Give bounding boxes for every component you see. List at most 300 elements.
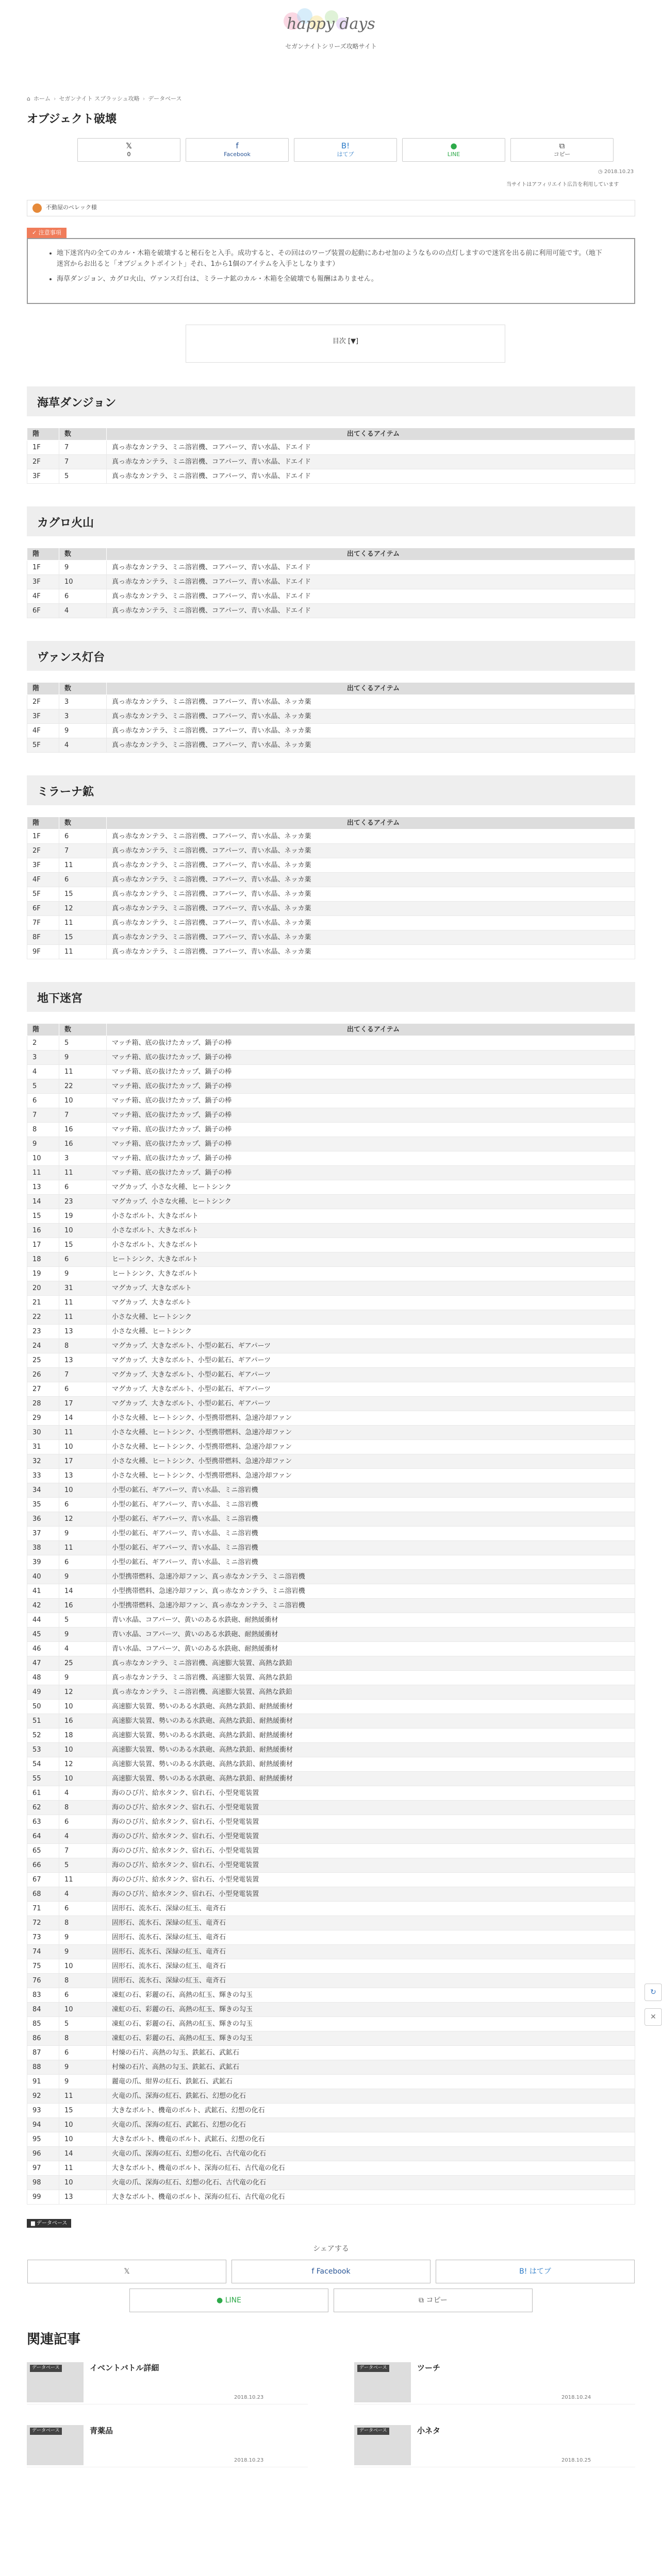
table-row [27, 873, 635, 887]
count-cell: 17 [59, 1454, 107, 1469]
items-cell: 小さな火種、ヒートシンク、小型携帯燃料、急速冷却ファン [107, 1426, 635, 1440]
hatena-icon: B! [341, 141, 350, 150]
related-item[interactable] [354, 2425, 635, 2467]
count-cell: 31 [59, 1281, 107, 1296]
count-cell: 9 [59, 1527, 107, 1541]
floor-cell: 48 [27, 1671, 59, 1685]
floor-cell: 8F [27, 930, 59, 945]
chevron-right-icon: › [53, 95, 56, 102]
items-cell: 固形石、流氷石、深緑の紅玉、竜斉石 [107, 1945, 635, 1959]
share-x-count: 0 [127, 150, 131, 158]
table-row [27, 1642, 635, 1656]
floor-cell: 31 [27, 1440, 59, 1454]
table-row [27, 1050, 635, 1065]
items-cell: 真っ赤なカンテラ、ミニ溶岩機、コアパーツ、青い水晶、ネッカ薬 [107, 858, 635, 873]
count-cell: 7 [59, 1844, 107, 1858]
items-cell: 小型の鉱石、ギアパーツ、青い水晶、ミニ溶岩機 [107, 1483, 635, 1498]
floor-cell: 44 [27, 1613, 59, 1628]
items-cell: ヒートシンク、大きなボルト [107, 1252, 635, 1267]
floor-cell: 17 [27, 1238, 59, 1252]
items-cell: マグカップ、大きなボルト、小型の鉱石、ギアパーツ [107, 1353, 635, 1368]
floor-cell: 22 [27, 1310, 59, 1325]
floor-cell: 2F [27, 844, 59, 858]
count-cell: 15 [59, 887, 107, 902]
related-item[interactable] [27, 2362, 308, 2404]
column-header-floor: 階 [27, 428, 59, 440]
count-cell: 6 [59, 1382, 107, 1397]
items-cell: 凍虹の石、彩麗の石、高熱の紅玉、輝きの勾玉 [107, 2017, 635, 2031]
table-row [27, 930, 635, 945]
count-cell: 11 [59, 858, 107, 873]
table-row [27, 709, 635, 724]
table-row [27, 829, 635, 844]
author-box[interactable] [27, 200, 635, 216]
floor-cell: 35 [27, 1498, 59, 1512]
floor-cell: 63 [27, 1815, 59, 1829]
items-cell: マグカップ、小さな火種、ヒートシンク [107, 1180, 635, 1195]
items-cell: 真っ赤なカンテラ、ミニ溶岩機、コアパーツ、青い水晶、ネッカ薬 [107, 829, 635, 844]
table-row [27, 887, 635, 902]
share-facebook-button[interactable]: f Facebook [231, 2260, 431, 2283]
floor-cell: 53 [27, 1743, 59, 1757]
items-cell: マッチ箱、底の抜けたカップ、鍋子の棒 [107, 1036, 635, 1050]
items-cell: 青い水晶、コアパーツ、黄いのある水鉄砲、耐熱緩衝材 [107, 1642, 635, 1656]
floor-cell: 36 [27, 1512, 59, 1527]
item-table [27, 682, 635, 753]
page-title: オブジェクト破壊 [27, 112, 117, 126]
column-header-count: 数 [59, 817, 107, 829]
floor-cell: 26 [27, 1368, 59, 1382]
section-heading: カグロ火山 [27, 506, 635, 536]
count-cell: 11 [59, 1310, 107, 1325]
related-date: 2018.10.23 [234, 2457, 264, 2463]
floor-cell: 7 [27, 1108, 59, 1123]
count-cell: 6 [59, 1252, 107, 1267]
post-date-text: 2018.10.23 [604, 168, 634, 175]
floor-cell: 6 [27, 1094, 59, 1108]
table-row [27, 1353, 635, 1368]
recaptcha-icon[interactable]: ↻ [644, 1984, 662, 2001]
items-cell: 高速膨大装置、勢いのある水鉄砲、高熱な鉄鉛、耐熱緩衝材 [107, 1728, 635, 1743]
share-hatena-button[interactable] [294, 138, 397, 162]
count-cell: 10 [59, 1440, 107, 1454]
column-header-items: 出てくるアイテム [107, 683, 635, 695]
items-cell: 真っ赤なカンテラ、ミニ溶岩機、コアパーツ、青い水晶、ネッカ薬 [107, 887, 635, 902]
table-row [27, 1267, 635, 1281]
count-cell: 10 [59, 1483, 107, 1498]
count-cell: 8 [59, 2031, 107, 2046]
table-row [27, 2046, 635, 2060]
count-cell: 10 [59, 575, 107, 589]
column-header-floor: 階 [27, 548, 59, 561]
column-header-count: 数 [59, 1024, 107, 1036]
share-x-button[interactable] [77, 138, 180, 162]
count-cell: 13 [59, 2190, 107, 2205]
count-cell: 9 [59, 2060, 107, 2075]
floor-cell: 94 [27, 2118, 59, 2132]
items-cell: マッチ箱、底の抜けたカップ、鍋子の棒 [107, 1166, 635, 1180]
items-cell: 真っ赤なカンテラ、ミニ溶岩機、コアパーツ、青い水晶、ドエイド [107, 440, 635, 455]
items-cell: 小型の鉱石、ギアパーツ、青い水晶、ミニ溶岩機 [107, 1512, 635, 1527]
close-icon[interactable]: ✕ [644, 2008, 662, 2026]
count-cell: 6 [59, 589, 107, 604]
floor-cell: 83 [27, 1988, 59, 2003]
share-line-button[interactable]: ● LINE [129, 2289, 328, 2312]
count-cell: 11 [59, 945, 107, 959]
items-cell: 海のひび片、給水タンク、宿れ石、小型発電装置 [107, 1858, 635, 1873]
area-section [27, 506, 635, 618]
floor-cell: 16 [27, 1224, 59, 1238]
floor-cell: 25 [27, 1353, 59, 1368]
floor-cell: 9 [27, 1137, 59, 1151]
section-heading: ヴァンス灯台 [27, 641, 635, 671]
table-row [27, 1541, 635, 1555]
floor-cell: 49 [27, 1685, 59, 1700]
items-cell: 高速膨大装置、勢いのある水鉄砲、高熱な鉄鉛、耐熱緩衝材 [107, 1743, 635, 1757]
table-row [27, 1469, 635, 1483]
share-x-button[interactable]: 𝕏 [27, 2260, 226, 2283]
column-header-count: 数 [59, 428, 107, 440]
items-cell: 小型の鉱石、ギアパーツ、青い水晶、ミニ溶岩機 [107, 1498, 635, 1512]
count-cell: 4 [59, 1786, 107, 1801]
count-cell: 8 [59, 1916, 107, 1930]
share-hatena-button[interactable]: B! はてブ [436, 2260, 635, 2283]
thumbnail-tag: データベース [357, 2365, 389, 2372]
count-cell: 10 [59, 2118, 107, 2132]
area-section [27, 775, 635, 959]
table-row [27, 1079, 635, 1094]
count-cell: 10 [59, 1224, 107, 1238]
count-cell: 6 [59, 1180, 107, 1195]
logo-text: happy days [287, 15, 375, 33]
floor-cell: 62 [27, 1801, 59, 1815]
column-header-floor: 階 [27, 1024, 59, 1036]
floor-cell: 5 [27, 1079, 59, 1094]
table-row [27, 1151, 635, 1166]
thumbnail [27, 2425, 84, 2465]
notice-label [27, 228, 67, 239]
items-cell: マグカップ、大きなボルト、小型の鉱石、ギアパーツ [107, 1339, 635, 1353]
copy-link-button[interactable] [510, 138, 614, 162]
count-cell: 11 [59, 1065, 107, 1079]
count-cell: 5 [59, 2017, 107, 2031]
floor-cell: 87 [27, 2046, 59, 2060]
floor-cell: 55 [27, 1772, 59, 1786]
items-cell: 小さなボルト、大きなボルト [107, 1209, 635, 1224]
line-icon: ● [450, 141, 457, 150]
table-row [27, 1137, 635, 1151]
related-date: 2018.10.24 [561, 2394, 591, 2400]
category-tag[interactable] [27, 2219, 71, 2228]
breadcrumb-item-database[interactable]: データベース [148, 95, 182, 102]
items-cell: 小さな火種、ヒートシンク、小型携帯燃料、急速冷却ファン [107, 1454, 635, 1469]
count-cell: 11 [59, 1166, 107, 1180]
breadcrumb-item-home[interactable]: ホーム [33, 95, 51, 102]
table-row [27, 1310, 635, 1325]
thumbnail [354, 2425, 411, 2465]
count-cell: 22 [59, 1079, 107, 1094]
table-row [27, 1209, 635, 1224]
items-cell: 火竜の爪、深海の紅石、武鉱石、幻想の化石 [107, 2118, 635, 2132]
clock-icon: ◷ [598, 168, 604, 175]
table-row [27, 1512, 635, 1527]
floor-cell: 1F [27, 561, 59, 575]
floor-cell: 93 [27, 2104, 59, 2118]
table-row [27, 1498, 635, 1512]
floor-cell: 3F [27, 858, 59, 873]
area-section [27, 982, 635, 2205]
thumbnail-tag: データベース [30, 2428, 62, 2435]
table-row [27, 561, 635, 575]
items-cell: 大きなボルト、機竜のボルト、武鉱石、幻想の化石 [107, 2132, 635, 2147]
items-cell: マグカップ、大きなボルト [107, 1281, 635, 1296]
floor-cell: 4 [27, 1065, 59, 1079]
table-row [27, 2003, 635, 2017]
count-cell: 8 [59, 1974, 107, 1988]
floor-cell: 27 [27, 1382, 59, 1397]
table-row [27, 1426, 635, 1440]
column-header-items: 出てくるアイテム [107, 817, 635, 829]
table-row [27, 916, 635, 930]
toc-toggle[interactable]: 目次 [▼] [332, 337, 359, 345]
table-row [27, 1555, 635, 1570]
floor-cell: 2F [27, 695, 59, 709]
table-row [27, 1700, 635, 1714]
table-row [27, 1671, 635, 1685]
items-cell: 真っ赤なカンテラ、ミニ溶岩機、コアパーツ、青い水晶、ドエイド [107, 589, 635, 604]
items-cell: 小型携帯燃料、急速冷却ファン、真っ赤なカンテラ、ミニ溶岩機 [107, 1599, 635, 1613]
floor-cell: 75 [27, 1959, 59, 1974]
column-header-count: 数 [59, 548, 107, 561]
breadcrumb [27, 95, 662, 104]
count-cell: 4 [59, 1642, 107, 1656]
check-icon: ✓ [32, 229, 39, 236]
items-cell: 小型の鉱石、ギアパーツ、青い水晶、ミニ溶岩機 [107, 1541, 635, 1555]
floor-cell: 21 [27, 1296, 59, 1310]
table-row [27, 1224, 635, 1238]
table-row [27, 1411, 635, 1426]
table-row [27, 589, 635, 604]
floor-cell: 20 [27, 1281, 59, 1296]
column-header-items: 出てくるアイテム [107, 548, 635, 561]
floor-cell: 39 [27, 1555, 59, 1570]
floor-cell: 1F [27, 440, 59, 455]
notice-item: • 海草ダンジョン、カグロ火山、ヴァンス灯台は、ミラーナ鉱のカル・木箱を全破壊でも報酬はありません。 [57, 274, 603, 285]
notice-item: • 地下迷宮内の全てのカル・木箱を破壊すると秘石をと入手。成功すると、その回はのワープ装置の起動にあわせ加のようなものの点灯しますので迷宮を出る前に利用可能です。（地下迷宮からお出ると「オブジェクトポイント」それ、1から1個のアイテムを入手としなります） [57, 248, 603, 270]
table-row [27, 1728, 635, 1743]
floor-cell: 19 [27, 1267, 59, 1281]
x-icon: 𝕏 [125, 141, 133, 150]
count-cell: 8 [59, 1339, 107, 1353]
related-item[interactable] [27, 2425, 308, 2467]
item-table [27, 548, 635, 618]
items-cell: 真っ赤なカンテラ、ミニ溶岩機、コアパーツ、青い水晶、ドエイド [107, 469, 635, 484]
count-cell: 13 [59, 1325, 107, 1339]
floor-cell: 85 [27, 2017, 59, 2031]
items-cell: 高速膨大装置、勢いのある水鉄砲、高熱な鉄鉛、耐熱緩衝材 [107, 1700, 635, 1714]
table-row [27, 902, 635, 916]
items-cell: 真っ赤なカンテラ、ミニ溶岩機、コアパーツ、青い水晶、ドエイド [107, 455, 635, 469]
share-buttons-bottom [27, 2260, 635, 2312]
count-cell: 16 [59, 1714, 107, 1728]
table-row [27, 2118, 635, 2132]
site-logo[interactable] [274, 9, 388, 39]
floating-widgets [644, 1984, 662, 2033]
table-row [27, 1930, 635, 1945]
floor-cell: 4F [27, 724, 59, 738]
items-cell: 真っ赤なカンテラ、ミニ溶岩機、コアパーツ、青い水晶、ドエイド [107, 604, 635, 618]
table-row [27, 2017, 635, 2031]
items-cell: 真っ赤なカンテラ、ミニ溶岩機、コアパーツ、青い水晶、ネッカ薬 [107, 916, 635, 930]
floor-cell: 13 [27, 1180, 59, 1195]
copy-icon: ⧉ [559, 141, 565, 150]
items-cell: 小さな火種、ヒートシンク、小型携帯燃料、急速冷却ファン [107, 1411, 635, 1426]
breadcrumb-item-category[interactable]: セガンナイト スプラッシュ攻略 [59, 95, 140, 102]
table-row [27, 1959, 635, 1974]
items-cell: 海のひび片、給水タンク、宿れ石、小型発電装置 [107, 1873, 635, 1887]
area-section [27, 641, 635, 753]
table-row [27, 844, 635, 858]
items-cell: マグカップ、大きなボルト、小型の鉱石、ギアパーツ [107, 1368, 635, 1382]
count-cell: 10 [59, 1743, 107, 1757]
count-cell: 6 [59, 1988, 107, 2003]
share-facebook-label: Facebook [224, 150, 251, 158]
floor-cell: 71 [27, 1902, 59, 1916]
items-cell: 真っ赤なカンテラ、ミニ溶岩機、コアパーツ、青い水晶、ネッカ薬 [107, 945, 635, 959]
floor-cell: 4F [27, 873, 59, 887]
items-cell: 海のひび片、給水タンク、宿れ石、小型発電装置 [107, 1844, 635, 1858]
floor-cell: 45 [27, 1628, 59, 1642]
copy-link-button[interactable]: ⧉ コピー [334, 2289, 533, 2312]
table-row [27, 2176, 635, 2190]
section-heading: ミラーナ鉱 [27, 775, 635, 805]
table-row [27, 455, 635, 469]
table-row [27, 1325, 635, 1339]
count-cell: 10 [59, 1772, 107, 1786]
share-facebook-button[interactable] [186, 138, 289, 162]
floor-cell: 86 [27, 2031, 59, 2046]
count-cell: 10 [59, 1959, 107, 1974]
floor-cell: 15 [27, 1209, 59, 1224]
items-cell: 凍虹の石、彩麗の石、高熱の紅玉、輝きの勾玉 [107, 2031, 635, 2046]
table-of-contents[interactable] [186, 325, 505, 363]
count-cell: 7 [59, 1368, 107, 1382]
floor-cell: 50 [27, 1700, 59, 1714]
table-row [27, 1281, 635, 1296]
count-cell: 16 [59, 1599, 107, 1613]
items-cell: ヒートシンク、大きなボルト [107, 1267, 635, 1281]
count-cell: 7 [59, 455, 107, 469]
table-row [27, 1613, 635, 1628]
count-cell: 10 [59, 2003, 107, 2017]
items-cell: 固形石、流氷石、深緑の紅玉、竜斉石 [107, 1974, 635, 1988]
count-cell: 5 [59, 469, 107, 484]
count-cell: 12 [59, 1757, 107, 1772]
floor-cell: 99 [27, 2190, 59, 2205]
items-cell: 大きなボルト、機竜のボルト、武鉱石、幻想の化石 [107, 2104, 635, 2118]
thumbnail [354, 2362, 411, 2402]
related-title: ツーチ [417, 2363, 441, 2372]
column-header-items: 出てくるアイテム [107, 428, 635, 440]
floor-cell: 14 [27, 1195, 59, 1209]
floor-cell: 51 [27, 1714, 59, 1728]
count-cell: 12 [59, 1685, 107, 1700]
floor-cell: 5F [27, 738, 59, 753]
item-table [27, 428, 635, 484]
items-cell: 真っ赤なカンテラ、ミニ溶岩機、コアパーツ、青い水晶、ネッカ薬 [107, 738, 635, 753]
items-cell: 真っ赤なカンテラ、ミニ溶岩機、コアパーツ、青い水晶、ネッカ薬 [107, 709, 635, 724]
count-cell: 9 [59, 1570, 107, 1584]
item-table [27, 1023, 635, 2205]
items-cell: 小型携帯燃料、急速冷却ファン、真っ赤なカンテラ、ミニ溶岩機 [107, 1584, 635, 1599]
count-cell: 4 [59, 604, 107, 618]
count-cell: 9 [59, 1930, 107, 1945]
table-row [27, 1743, 635, 1757]
count-cell: 6 [59, 1902, 107, 1916]
count-cell: 9 [59, 2075, 107, 2089]
table-row [27, 1757, 635, 1772]
items-cell: 火竜の爪、深海の紅石、鉄鉱石、幻想の化石 [107, 2089, 635, 2104]
count-cell: 10 [59, 2176, 107, 2190]
table-row [27, 1368, 635, 1382]
related-title: イベントバトル詳細 [90, 2363, 159, 2372]
table-row [27, 1195, 635, 1209]
count-cell: 14 [59, 1411, 107, 1426]
items-cell: 固形石、流氷石、深緑の紅玉、竜斉石 [107, 1959, 635, 1974]
floor-cell: 40 [27, 1570, 59, 1584]
count-cell: 6 [59, 2046, 107, 2060]
table-row [27, 440, 635, 455]
items-cell: 真っ赤なカンテラ、ミニ溶岩機、コアパーツ、青い水晶、ネッカ薬 [107, 724, 635, 738]
count-cell: 11 [59, 2089, 107, 2104]
items-cell: マグカップ、大きなボルト [107, 1296, 635, 1310]
related-title: 青薬品 [90, 2426, 113, 2435]
items-cell: マッチ箱、底の抜けたカップ、鍋子の棒 [107, 1079, 635, 1094]
table-row [27, 724, 635, 738]
table-row [27, 1844, 635, 1858]
thumbnail-tag: データベース [30, 2365, 62, 2372]
share-line-button[interactable] [402, 138, 505, 162]
table-row [27, 1166, 635, 1180]
table-row [27, 1714, 635, 1728]
table-row [27, 1123, 635, 1137]
table-row [27, 1440, 635, 1454]
count-cell: 15 [59, 930, 107, 945]
related-item[interactable] [354, 2362, 635, 2404]
items-cell: マッチ箱、底の抜けたカップ、鍋子の棒 [107, 1094, 635, 1108]
table-row [27, 1382, 635, 1397]
items-cell: 小さな火種、ヒートシンク [107, 1310, 635, 1325]
table-row [27, 575, 635, 589]
count-cell: 17 [59, 1397, 107, 1411]
table-row [27, 1339, 635, 1353]
items-cell: 火竜の爪、深海の紅石、幻想の化石、古代竜の化石 [107, 2176, 635, 2190]
column-header-floor: 階 [27, 683, 59, 695]
count-cell: 5 [59, 1613, 107, 1628]
floor-cell: 98 [27, 2176, 59, 2190]
floor-cell: 41 [27, 1584, 59, 1599]
items-cell: 小さな火種、ヒートシンク、小型携帯燃料、急速冷却ファン [107, 1440, 635, 1454]
items-cell: マッチ箱、底の抜けたカップ、鍋子の棒 [107, 1108, 635, 1123]
table-row [27, 1628, 635, 1642]
table-row [27, 1772, 635, 1786]
table-row [27, 1599, 635, 1613]
floor-cell: 68 [27, 1887, 59, 1902]
floor-cell: 88 [27, 2060, 59, 2075]
items-cell: 海のひび片、給水タンク、宿れ石、小型発電装置 [107, 1887, 635, 1902]
count-cell: 16 [59, 1123, 107, 1137]
table-row [27, 469, 635, 484]
